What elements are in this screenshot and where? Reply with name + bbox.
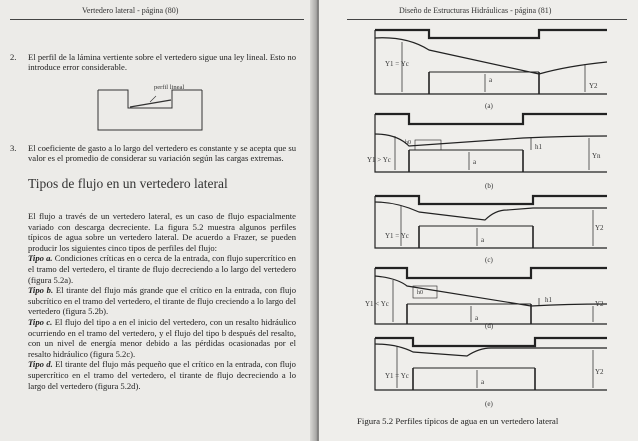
tipo-a-text: Condiciones críticas en o cerca de la entrada, con flujo supercrítico en el tramo del vertedero, el tirante de flujo decreciendo a lo largo del vertedero (figura 5.2a). xyxy=(28,253,296,285)
right-header-rule xyxy=(347,19,627,20)
panel-e-a-label: a xyxy=(481,378,485,386)
item-3-number: 3. xyxy=(10,143,17,153)
figure-caption: Figura 5.2 Perfiles típicos de agua en un vertedero lateral xyxy=(357,416,559,426)
left-page xyxy=(0,0,317,441)
tipo-c-paragraph xyxy=(28,317,296,359)
panel-c-a-label: a xyxy=(481,236,485,244)
tipo-a-paragraph xyxy=(28,253,296,285)
right-running-header: Diseño de Estructuras Hidráulicas - página (81) xyxy=(399,6,552,15)
item-2-number: 2. xyxy=(10,52,17,62)
tipo-b-label: Tipo b. xyxy=(28,285,54,296)
item-3-text: El coeficiente de gasto a lo largo del vertedero es constante y se acepta que su valor es el promedio de considerar su variación según las cargas extremas. xyxy=(28,143,296,164)
panel-b-diagram xyxy=(367,110,617,182)
panel-d-a-label: a xyxy=(475,314,479,322)
panel-b-sublabel: (b) xyxy=(485,182,494,190)
panel-b-right-label: Yn xyxy=(592,152,601,160)
tipo-d-text: El tirante del flujo más pequeño que el crítico en la entrada, con flujo supercrítico en el tramo del vertedero, el tirante de flujo decreciendo a lo largo del vertedero (figura 5.2d). xyxy=(28,359,296,391)
tipo-b-paragraph xyxy=(28,285,296,317)
panel-e-sublabel: (e) xyxy=(485,400,493,408)
tipo-d-label: Tipo d. xyxy=(28,359,53,370)
panel-d-sublabel: (d) xyxy=(485,322,494,330)
tipo-a-label: Tipo a. xyxy=(28,253,53,264)
tipo-b-text: El tirante del flujo más grande que el crítico en la entrada, con flujo subcrítico en el tramo del vertedero, el tirante de flujo creciendo a lo largo del vertedero (figura 5.2b). xyxy=(28,285,296,317)
panel-d-left-label: Y1 < Yc xyxy=(365,300,389,308)
left-running-header: Vertedero lateral - página (80) xyxy=(82,6,179,15)
panel-c-left-label: Y1 = Yc xyxy=(385,232,409,240)
intro-paragraph: El flujo a través de un vertedero lateral, es un caso de flujo espacialmente variado con descarga decreciente. La figura 5.2 muestra algunos perfiles típicos de agua sobre un vertedero lateral. De acuerdo a Frazer, se pueden producir los siguientes cinco tipos de perfiles del flujo: xyxy=(28,211,296,253)
item-2-text: El perfil de la lámina vertiente sobre el vertedero sigue una ley lineal. Esto no introduce error considerable. xyxy=(28,52,296,73)
section-body xyxy=(28,211,296,391)
panel-b-left-label: Y1 > Yc xyxy=(367,156,391,164)
panel-c-sublabel: (c) xyxy=(485,256,493,264)
tipo-c-label: Tipo c. xyxy=(28,316,53,327)
panel-a-sublabel: (a) xyxy=(485,102,493,110)
panel-d-h0-label: h0 xyxy=(417,290,423,296)
perfil-lineal-figure xyxy=(94,86,206,134)
tipo-d-paragraph xyxy=(28,359,296,391)
right-page xyxy=(319,0,638,441)
item-3 xyxy=(10,143,296,164)
panel-b-a-label: a xyxy=(473,158,477,166)
panel-c-right-label: Y2 xyxy=(595,224,604,232)
panel-e-diagram xyxy=(367,334,617,398)
tipo-c-text: El flujo del tipo a en el inicio del vertedero, con un resalto hidráulico ocurriendo en el tramo del vertedero, y el flujo del tipo b después del resalto, con un nivel de energía menor debido a las pérdidas ocasionadas por el resalto hidráulico (figura 5.2c). xyxy=(28,316,296,359)
panel-a-left-label: Y1 = Yc xyxy=(385,60,409,68)
perfil-lineal-label: perfil lineal xyxy=(154,84,185,91)
panel-c-diagram xyxy=(367,192,617,258)
left-header-rule xyxy=(10,19,304,20)
panel-a-right-label: Y2 xyxy=(589,82,598,90)
panel-d-h-label: h1 xyxy=(545,296,552,304)
panel-b-h0-label: h0 xyxy=(405,140,411,146)
panel-e-right-label: Y2 xyxy=(595,368,604,376)
panel-e-left-label: Y1 = Yc xyxy=(385,372,409,380)
panel-d-right-label: Y2 xyxy=(595,300,604,308)
item-2 xyxy=(10,52,296,73)
panel-a-a-label: a xyxy=(489,76,493,84)
section-title: Tipos de flujo en un vertedero lateral xyxy=(28,176,228,191)
panel-b-h-label: h1 xyxy=(535,143,542,151)
